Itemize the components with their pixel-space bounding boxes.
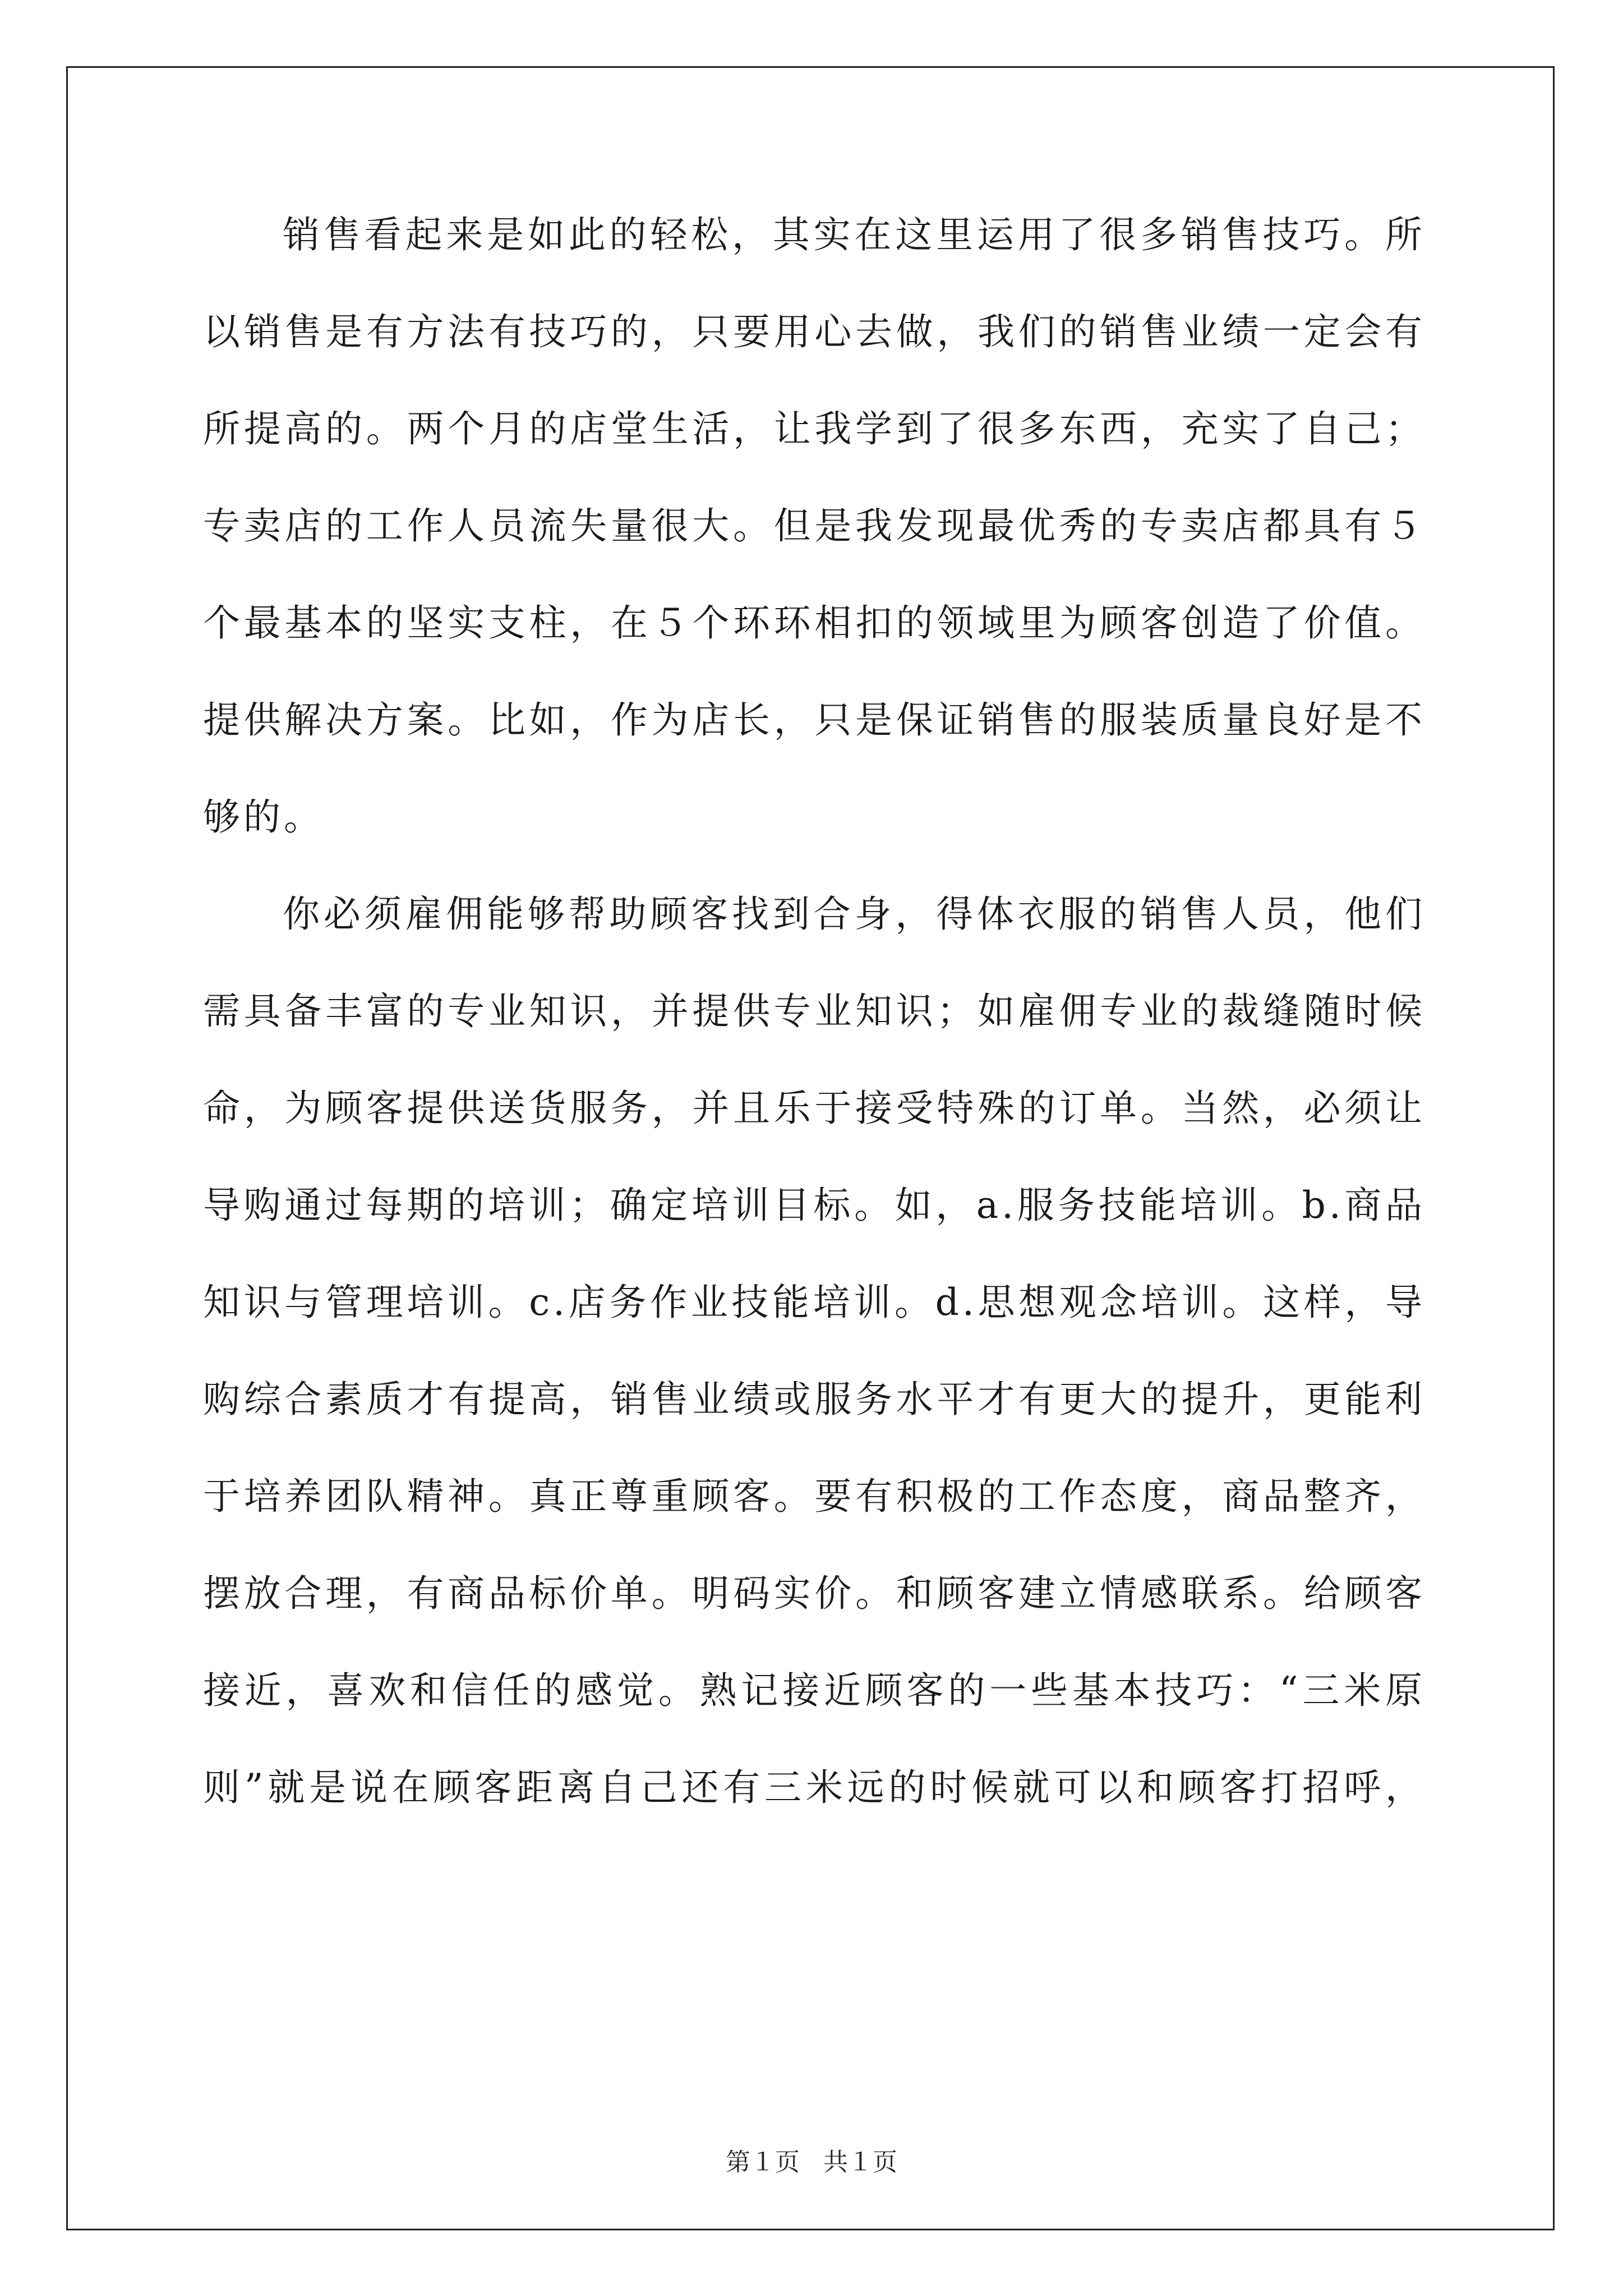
text-line: 个最基本的坚实支柱，在５个环环相扣的领域里为顾客创造了价值。 <box>203 601 1426 645</box>
page-footer <box>0 2150 1623 2175</box>
text-line: 提供解决方案。比如，作为店长，只是保证销售的服装质量良好是不 <box>203 698 1426 742</box>
text-line: 需具备丰富的专业知识，并提供专业知识；如雇佣专业的裁缝随时候 <box>203 990 1426 1033</box>
text-line: 命，为顾客提供送货服务，并且乐于接受特殊的订单。当然，必须让 <box>203 1087 1426 1130</box>
text-line: 所提高的。两个月的店堂生活，让我学到了很多东西，充实了自己； <box>203 407 1426 450</box>
text-line: 接近，喜欢和信任的感觉。熟记接近顾客的一些基本技巧：“三米原 <box>203 1669 1426 1712</box>
text-line: 于培养团队精神。真正尊重顾客。要有积极的工作态度，商品整齐， <box>203 1475 1426 1518</box>
text-line: 摆放合理，有商品标价单。明码实价。和顾客建立情感联系。给顾客 <box>203 1572 1426 1615</box>
text-line: 够的。 <box>203 795 324 839</box>
text-line: 则”就是说在顾客距离自己还有三米远的时候就可以和顾客打招呼， <box>203 1766 1426 1809</box>
page-number-total: 共１页 <box>823 2148 897 2177</box>
document-body <box>203 213 1426 1866</box>
text-line: 导购通过每期的培训；确定培训目标。如，a.服务技能培训。b.商品 <box>203 1184 1426 1227</box>
text-line: 购综合素质才有提高，销售业绩或服务水平才有更大的提升，更能利 <box>203 1378 1426 1421</box>
text-line: 以销售是有方法有技巧的，只要用心去做，我们的销售业绩一定会有 <box>203 310 1426 353</box>
text-line: 销售看起来是如此的轻松，其实在这里运用了很多销售技巧。所 <box>283 213 1426 256</box>
text-line: 你必须雇佣能够帮助顾客找到合身，得体衣服的销售人员，他们 <box>283 892 1426 936</box>
text-line: 知识与管理培训。c.店务作业技能培训。d.思想观念培训。这样，导 <box>203 1281 1426 1324</box>
text-line: 专卖店的工作人员流失量很大。但是我发现最优秀的专卖店都具有５ <box>203 504 1426 547</box>
page-number-current: 第１页 <box>726 2148 800 2177</box>
